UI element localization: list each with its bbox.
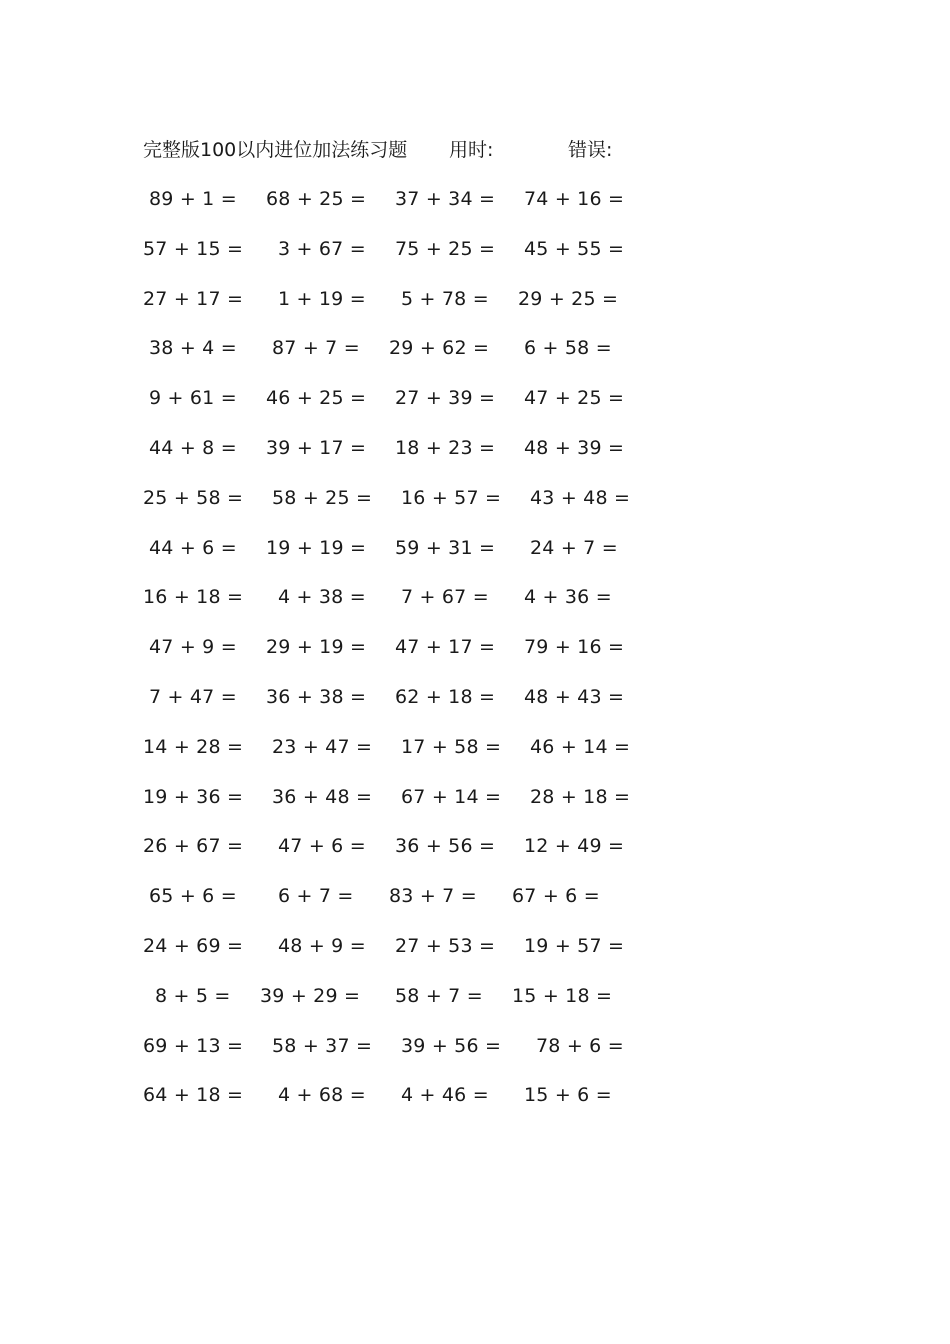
problem-r9-c1: 16 + 18 = (143, 586, 244, 609)
problem-r14-c4: 12 + 49 = (524, 835, 625, 858)
problem-r12-c4: 46 + 14 = (530, 735, 631, 758)
problem-r10-c3: 47 + 17 = (395, 636, 496, 659)
problem-r11-c3: 62 + 18 = (395, 686, 496, 708)
problem-r3-c1: 27 + 17 = (143, 287, 244, 310)
problem-r6-c4: 48 + 39 = (524, 437, 625, 459)
problem-r17-c4: 15 + 18 = (512, 984, 613, 1007)
problem-r19-c1: 64 + 18 = (143, 1084, 244, 1107)
problem-r4-c1: 38 + 4 = (149, 337, 237, 360)
problem-r8-c2: 19 + 19 = (266, 536, 367, 559)
worksheet-header (143, 136, 663, 164)
problem-r16-c2: 48 + 9 = (278, 935, 366, 957)
problem-r4-c2: 87 + 7 = (272, 337, 360, 360)
problem-r10-c4: 79 + 16 = (524, 636, 625, 659)
problem-r9-c2: 4 + 38 = (278, 586, 366, 609)
problem-r7-c1: 25 + 58 = (143, 486, 244, 509)
problem-r9-c3: 7 + 67 = (401, 586, 489, 609)
problem-r1-c2: 68 + 25 = (266, 188, 367, 210)
problem-r15-c1: 65 + 6 = (149, 885, 237, 908)
problem-r5-c3: 27 + 39 = (395, 387, 496, 410)
problem-r19-c3: 4 + 46 = (401, 1084, 489, 1107)
problem-r2-c1: 57 + 15 = (143, 237, 244, 260)
problem-r8-c3: 59 + 31 = (395, 536, 496, 559)
problem-r12-c3: 17 + 58 = (401, 735, 502, 758)
problem-r16-c4: 19 + 57 = (524, 935, 625, 957)
problem-r10-c2: 29 + 19 = (266, 636, 367, 659)
problem-r19-c2: 4 + 68 = (278, 1084, 366, 1107)
problem-r19-c4: 15 + 6 = (524, 1084, 612, 1107)
page-title: 完整版100以内进位加法练习题 (143, 139, 408, 161)
problem-r9-c4: 4 + 36 = (524, 586, 612, 609)
problem-r2-c4: 45 + 55 = (524, 237, 625, 260)
problem-r11-c2: 36 + 38 = (266, 686, 367, 708)
problem-r2-c2: 3 + 67 = (278, 237, 366, 260)
problem-r3-c2: 1 + 19 = (278, 287, 366, 310)
problem-r5-c2: 46 + 25 = (266, 387, 367, 410)
problem-r18-c2: 58 + 37 = (272, 1034, 373, 1057)
problem-r15-c2: 6 + 7 = (278, 885, 354, 908)
problem-r7-c3: 16 + 57 = (401, 486, 502, 509)
problem-r16-c1: 24 + 69 = (143, 935, 244, 957)
problem-r10-c1: 47 + 9 = (149, 636, 237, 659)
problem-r18-c4: 78 + 6 = (536, 1034, 624, 1057)
problem-r18-c3: 39 + 56 = (401, 1034, 502, 1057)
problem-r15-c4: 67 + 6 = (512, 885, 600, 908)
problem-r11-c4: 48 + 43 = (524, 686, 625, 708)
problem-r1-c1: 89 + 1 = (149, 188, 237, 210)
problem-r12-c2: 23 + 47 = (272, 735, 373, 758)
problem-r6-c2: 39 + 17 = (266, 437, 367, 459)
problem-r17-c2: 39 + 29 = (260, 984, 361, 1007)
problem-r5-c4: 47 + 25 = (524, 387, 625, 410)
problem-r13-c1: 19 + 36 = (143, 785, 244, 808)
problem-r15-c3: 83 + 7 = (389, 885, 477, 908)
problem-r17-c1: 8 + 5 = (155, 984, 231, 1007)
problem-r1-c4: 74 + 16 = (524, 188, 625, 210)
problem-r5-c1: 9 + 61 = (149, 387, 237, 410)
problem-r3-c4: 29 + 25 = (518, 287, 619, 310)
time-label: 用时: (449, 139, 494, 161)
problem-r12-c1: 14 + 28 = (143, 735, 244, 758)
problem-r14-c1: 26 + 67 = (143, 835, 244, 858)
problem-r7-c4: 43 + 48 = (530, 486, 631, 509)
problem-r11-c1: 7 + 47 = (149, 686, 237, 708)
problem-r4-c4: 6 + 58 = (524, 337, 612, 360)
problem-r16-c3: 27 + 53 = (395, 935, 496, 957)
problem-r14-c2: 47 + 6 = (278, 835, 366, 858)
problem-r3-c3: 5 + 78 = (401, 287, 489, 310)
problem-r17-c3: 58 + 7 = (395, 984, 483, 1007)
problem-r13-c4: 28 + 18 = (530, 785, 631, 808)
problem-r18-c1: 69 + 13 = (143, 1034, 244, 1057)
problem-r7-c2: 58 + 25 = (272, 486, 373, 509)
problem-r8-c4: 24 + 7 = (530, 536, 618, 559)
problem-r4-c3: 29 + 62 = (389, 337, 490, 360)
problem-r6-c3: 18 + 23 = (395, 437, 496, 459)
problem-r2-c3: 75 + 25 = (395, 237, 496, 260)
problem-r14-c3: 36 + 56 = (395, 835, 496, 858)
problem-r13-c3: 67 + 14 = (401, 785, 502, 808)
errors-label: 错误: (568, 139, 613, 161)
problem-r1-c3: 37 + 34 = (395, 188, 496, 210)
problem-r8-c1: 44 + 6 = (149, 536, 237, 559)
problem-r6-c1: 44 + 8 = (149, 437, 237, 459)
problem-r13-c2: 36 + 48 = (272, 785, 373, 808)
